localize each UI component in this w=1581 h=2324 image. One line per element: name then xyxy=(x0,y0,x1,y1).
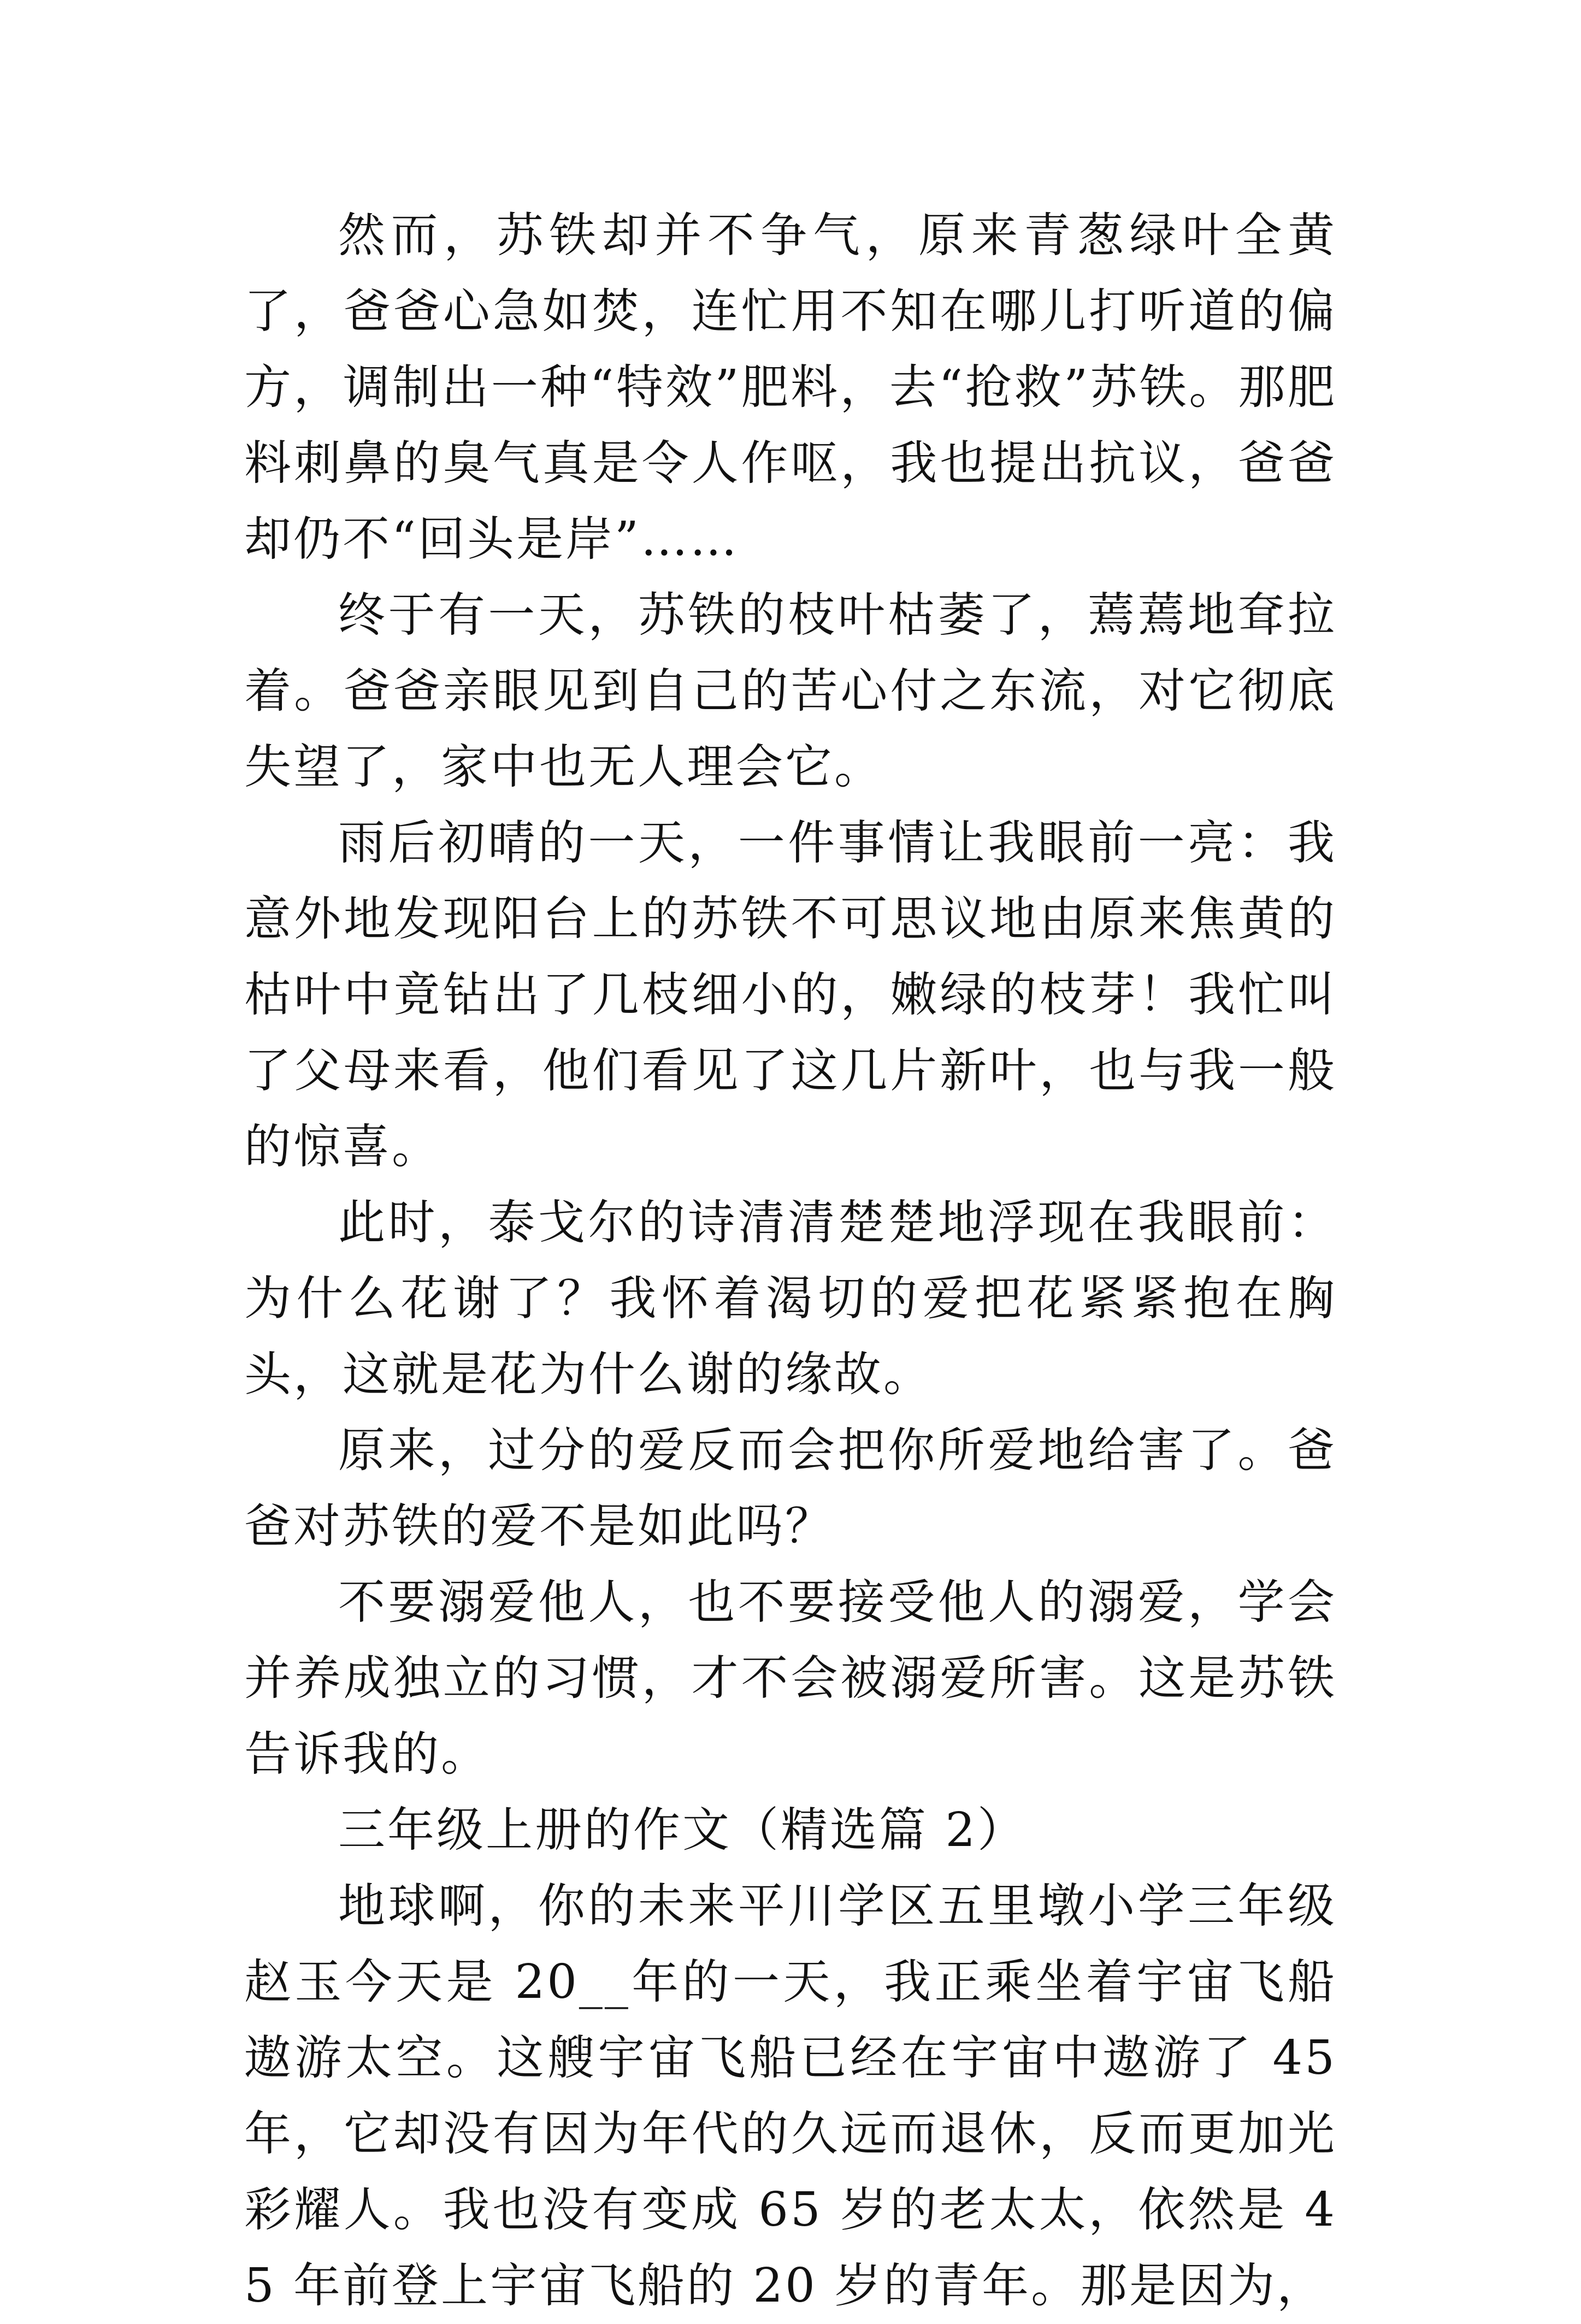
paragraph-5: 原来，过分的爱反而会把你所爱地给害了。爸爸对苏铁的爱不是如此吗？ xyxy=(244,1423,1337,1554)
document-body xyxy=(244,198,1337,2324)
paragraph-2: 终于有一天，苏铁的枝叶枯萎了，蔫蔫地耷拉着。爸爸亲眼见到自己的苦心付之东流，对它彻底失望了，家中也无人理会它。 xyxy=(244,588,1337,794)
paragraph-3: 雨后初晴的一天，一件事情让我眼前一亮：我意外地发现阳台上的苏铁不可思议地由原来焦黄的枯叶中竟钻出了几枝细小的，嫩绿的枝芽！我忙叫了父母来看，他们看见了这几片新叶，也与我一般的惊喜。 xyxy=(244,816,1337,1174)
paragraph-1: 然而，苏铁却并不争气，原来青葱绿叶全黄了，爸爸心急如焚，连忙用不知在哪儿打听道的偏方，调制出一种“特效”肥料，去“抢救”苏铁。那肥料刺鼻的臭气真是令人作呕，我也提出抗议，爸爸却仍不“回头是岸”…… xyxy=(244,208,1337,567)
paragraph-4: 此时，泰戈尔的诗清清楚楚地浮现在我眼前：为什么花谢了？我怀着渴切的爱把花紧紧抱在胸头，这就是花为什么谢的缘故。 xyxy=(244,1195,1337,1402)
paragraph-6: 不要溺爱他人，也不要接受他人的溺爱，学会并养成独立的习惯，才不会被溺爱所害。这是苏铁告诉我的。 xyxy=(244,1575,1337,1782)
section-heading: 三年级上册的作文（精选篇 2） xyxy=(338,1803,1027,1857)
paragraph-7: 地球啊，你的未来平川学区五里墩小学三年级 赵玉今天是 20__年的一天，我正乘坐着宇宙飞船遨游太空。这艘宇宙飞船已经在宇宙中遨游了 45 年，它却没有因为年代的久远而退休，反而更加光彩耀人。我也没有变成 65 岁的老太太，依然是 45 年前登上宇宙飞船的 20 岁的青年。那是因为， xyxy=(244,1879,1337,2313)
